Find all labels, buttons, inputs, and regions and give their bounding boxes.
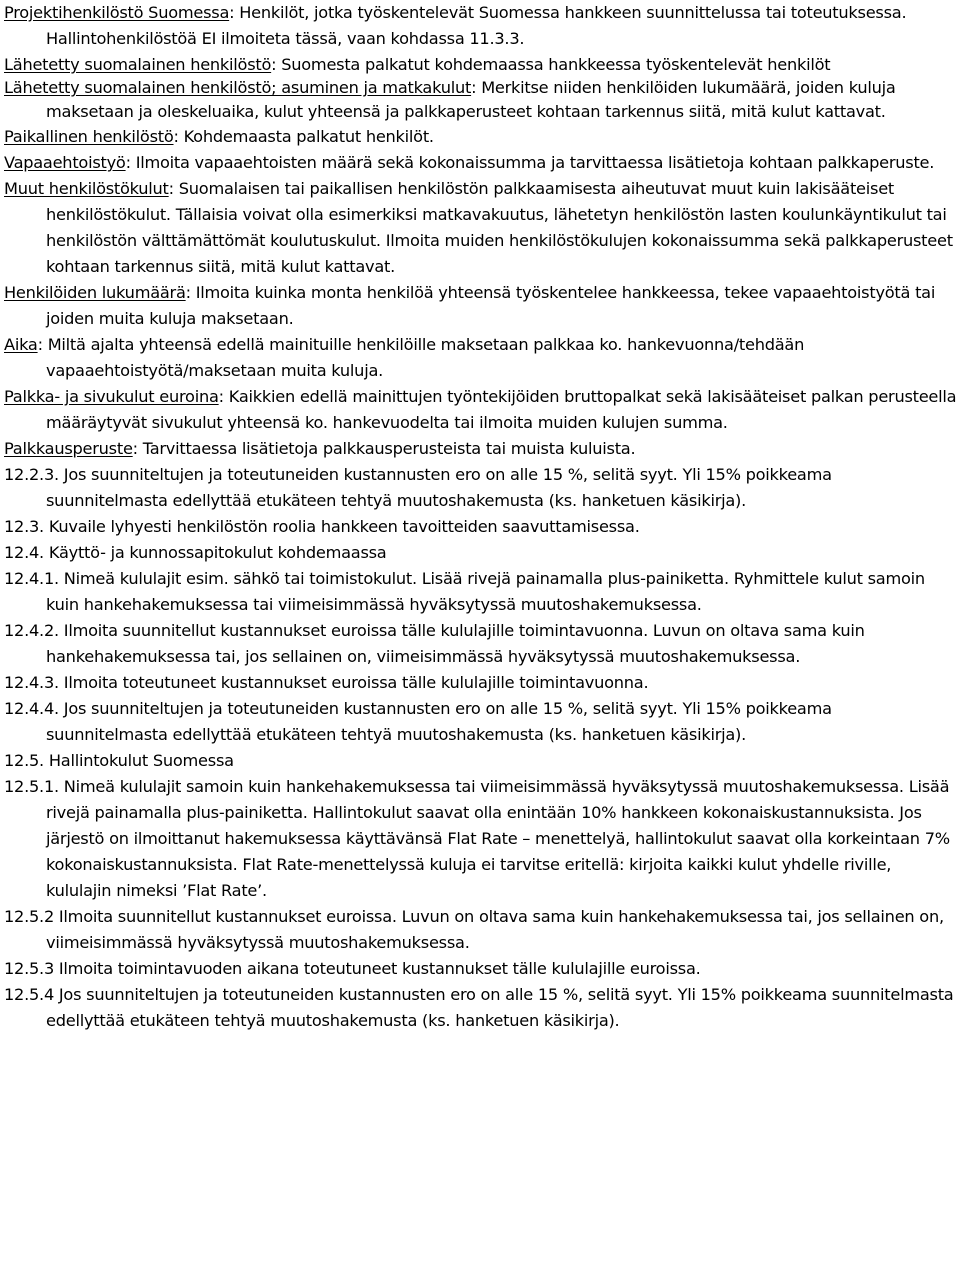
section-text: Kuvaile lyhyesti henkilöstön roolia hankkeen tavoitteiden saavuttamisessa.: [48, 517, 640, 536]
section-text: Ilmoita toteutuneet kustannukset euroissa tälle kululajille toimintavuonna.: [63, 673, 649, 692]
section-text: Jos suunniteltujen ja toteutuneiden kustannusten ero on alle 15 %, selitä syyt. Yli 15% poikkeama suunnitelmasta edellyttää etukäteen tehtyä muutoshakemusta (ks. hanketuen käsikirja).: [46, 465, 832, 510]
definition-term: Lähetetty suomalainen henkilöstö: [4, 55, 272, 74]
definition-text: : Henkilöt, jotka työskentelevät Suomessa hankkeen suunnittelussa tai toteutuksessa. Hallintohenkilöstöä EI ilmoiteta tässä, vaan kohdassa 11.3.3.: [46, 3, 907, 48]
section-text: Nimeä kululajit esim. sähkö tai toimistokulut. Lisää rivejä painamalla plus-painiketta. Ryhmittele kulut samoin kuin hankehakemuksessa tai viimeisimmässä hyväksytyssä muutoshakemuksessa.: [46, 569, 925, 614]
definition-text: : Ilmoita kuinka monta henkilöä yhteensä työskentelee hankkeessa, tekee vapaaehtoistyötä tai joiden muita kuluja maksetaan.: [46, 283, 936, 328]
section-text: Ilmoita toimintavuoden aikana toteutuneet kustannukset tälle kululajille euroissa.: [58, 959, 701, 978]
section-text: Jos suunniteltujen ja toteutuneiden kustannusten ero on alle 15 %, selitä syyt. Yli 15% poikkeama suunnitelmasta edellyttää etukäteen tehtyä muutoshakemusta (ks. hanketuen käsikirja).: [46, 699, 832, 744]
section-number: 12.5.: [4, 751, 44, 770]
section-number: 12.4.4.: [4, 699, 59, 718]
section-text: Ilmoita suunnitellut kustannukset euroissa tälle kululajille toimintavuonna. Luvun on oltava sama kuin hankehakemuksessa tai, jos sellainen on, viimeisimmässä hyväksytyssä muutoshakemuksessa.: [46, 621, 865, 666]
definition-term: Paikallinen henkilöstö: [4, 127, 174, 146]
definition-text: : Merkitse niiden henkilöiden lukumäärä, joiden kuluja maksetaan ja oleskeluaika, kulut yhteensä ja palkkaperusteet kohtaan tarkennus siitä, mitä kulut kattavat.: [46, 78, 896, 121]
section-number: 12.2.3.: [4, 465, 59, 484]
section-number: 12.5.3: [4, 959, 54, 978]
definition-text: : Kaikkien edellä mainittujen työntekijöiden bruttopalkat sekä lakisääteiset palkan perusteella määräytyvät sivukulut yhteensä ko. hankevuodelta tai ilmoita muiden kulujen summa.: [46, 387, 957, 432]
definition-vapaaehtoistyo: [4, 150, 958, 176]
section-12-4-2: [4, 618, 958, 670]
section-12-5-2: [4, 904, 958, 956]
definition-text: : Suomesta palkatut kohdemaassa hankkeessa työskentelevät henkilöt: [271, 55, 831, 74]
section-12-5-4: [4, 982, 958, 1034]
section-12-4-3: [4, 670, 958, 696]
section-number: 12.4.1.: [4, 569, 59, 588]
definition-muut-henkilostokulut: [4, 176, 958, 280]
section-12-5: [4, 748, 958, 774]
section-number: 12.5.4: [4, 985, 54, 1004]
definition-text: : Suomalaisen tai paikallisen henkilöstön palkkaamisesta aiheutuvat muut kuin lakisääteiset henkilöstökulut. Tällaisia voivat olla esimerkiksi matkavakuutus, lähetetyn henkilöstön lasten koulunkäyntikulut tai henkilöstön välttämättömät koulutuskulut. Ilmoita muiden henkilöstökulujen kokonaissumma sekä palkkaperusteet kohtaan tarkennus siitä, mitä kulut kattavat.: [46, 179, 953, 276]
definition-aika: [4, 332, 958, 384]
section-12-4-4: [4, 696, 958, 748]
definition-text: : Kohdemaasta palkatut henkilöt.: [173, 127, 434, 146]
document-body: [4, 0, 958, 1034]
definition-henkiloiden-lukumaara: [4, 280, 958, 332]
section-12-4: [4, 540, 958, 566]
section-number: 12.4.3.: [4, 673, 59, 692]
definition-text: : Ilmoita vapaaehtoisten määrä sekä kokonaissumma ja tarvittaessa lisätietoja kohtaan palkkaperuste.: [125, 153, 935, 172]
section-12-5-3: [4, 956, 958, 982]
definition-term: Muut henkilöstökulut: [4, 179, 169, 198]
definition-palkkausperuste: [4, 436, 958, 462]
section-text: Ilmoita suunnitellut kustannukset euroissa. Luvun on oltava sama kuin hankehakemuksessa tai, jos sellainen on, viimeisimmässä hyväksytyssä muutoshakemuksessa.: [46, 907, 944, 952]
section-number: 12.5.1.: [4, 777, 59, 796]
definition-term: Aika: [4, 335, 38, 354]
definition-term: Vapaaehtoistyö: [4, 153, 126, 172]
section-number: 12.3.: [4, 517, 44, 536]
definition-text: : Miltä ajalta yhteensä edellä mainituille henkilöille maksetaan palkkaa ko. hankevuonna/tehdään vapaaehtoistyötä/maksetaan muita kuluja.: [37, 335, 805, 380]
definition-term: Projektihenkilöstö Suomessa: [4, 3, 230, 22]
section-12-4-1: [4, 566, 958, 618]
section-number: 12.4.: [4, 543, 44, 562]
definition-term: Lähetetty suomalainen henkilöstö; asuminen ja matkakulut: [4, 78, 472, 97]
definition-asuminen-matkakulut: [4, 76, 958, 124]
section-heading: Käyttö- ja kunnossapitokulut kohdemaassa: [48, 543, 387, 562]
definition-term: Palkka- ja sivukulut euroina: [4, 387, 219, 406]
section-12-5-1: [4, 774, 958, 904]
definition-palkka-sivukulut: [4, 384, 958, 436]
definition-term: Henkilöiden lukumäärä: [4, 283, 186, 302]
definition-projektihenkilosto: [4, 0, 958, 52]
section-number: 12.4.2.: [4, 621, 59, 640]
section-number: 12.5.2: [4, 907, 54, 926]
section-text: Nimeä kululajit samoin kuin hankehakemuksessa tai viimeisimmässä hyväksytyssä muutoshakemuksessa. Lisää rivejä painamalla plus-painiketta. Hallintokulut saavat olla enintään 10% hankkeen kokonaiskustannuksista. Jos järjestö on ilmoittanut hakemuksessa käyttävänsä Flat Rate – menettelyä, hallintokulut saavat olla korkeintaan 7% kokonaiskustannuksista. Flat Rate-menettelyssä kuluja ei tarvitse eritellä: kirjoita kaikki kulut yhdelle riville, kululajin nimeksi ’Flat Rate’.: [46, 777, 950, 900]
definition-paikallinen-henkilosto: [4, 124, 958, 150]
section-heading: Hallintokulut Suomessa: [48, 751, 234, 770]
definition-term: Palkkausperuste: [4, 439, 133, 458]
section-text: Jos suunniteltujen ja toteutuneiden kustannusten ero on alle 15 %, selitä syyt. Yli 15% poikkeama suunnitelmasta edellyttää etukäteen tehtyä muutoshakemusta (ks. hanketuen käsikirja).: [46, 985, 954, 1030]
definition-text: : Tarvittaessa lisätietoja palkkausperusteista tai muista kuluista.: [132, 439, 636, 458]
section-12-2-3: [4, 462, 958, 514]
section-12-3: [4, 514, 958, 540]
definition-lahetetty-henkilosto: [4, 52, 958, 78]
